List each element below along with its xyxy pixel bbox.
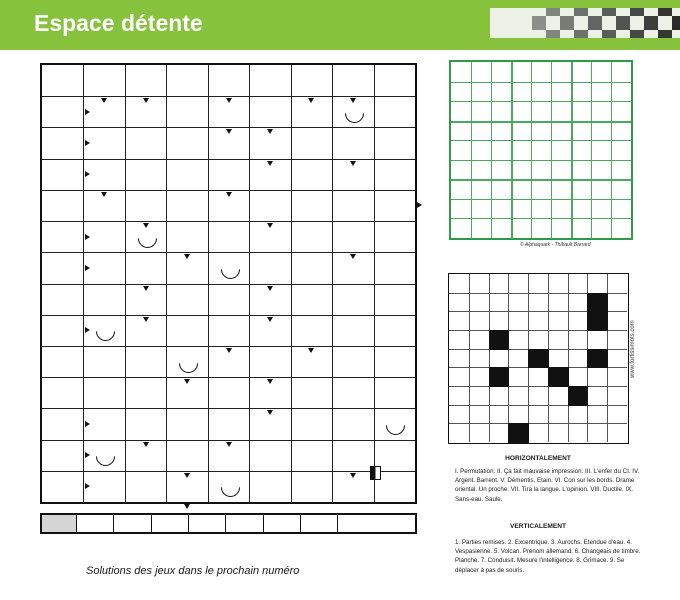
grid-line-h — [42, 159, 415, 160]
checker-square — [616, 16, 630, 30]
arrow-marker — [226, 129, 232, 134]
arrow-marker — [184, 379, 190, 384]
arrow-clue — [293, 161, 330, 189]
solution-circle — [217, 474, 244, 501]
solutions-caption: Solutions des jeux dans le prochain numéro — [86, 565, 300, 577]
solution-strip-cell — [188, 515, 225, 532]
checker-square — [658, 30, 672, 38]
arrow-clue — [85, 286, 122, 314]
sudoku-line-v — [471, 62, 472, 238]
crossword-line-h — [449, 386, 627, 387]
checker-square — [672, 16, 680, 30]
crossword-black-cell — [587, 349, 608, 369]
arrow-clue — [293, 379, 330, 407]
crossword-black-cell — [489, 367, 510, 387]
arrow-marker-right — [85, 234, 90, 240]
arrow-clue — [168, 192, 205, 220]
sudoku-line-h — [451, 140, 631, 141]
arrow-clue — [293, 67, 330, 95]
sudoku-credit: © Alphaquark - Thibault Barrard — [520, 242, 591, 248]
sudoku-line-v — [491, 62, 492, 238]
arrow-clue — [44, 348, 81, 376]
sudoku-line-h — [451, 82, 631, 83]
arrow-clue — [44, 67, 81, 95]
sudoku-line-h — [451, 101, 631, 102]
arrow-marker-right — [85, 109, 90, 115]
arrow-marker — [226, 192, 232, 197]
arrow-marker — [226, 442, 232, 447]
sudoku-line-v — [511, 62, 513, 238]
arrow-clue — [44, 223, 81, 251]
horizontal-definitions: I. Permutation. II. Ça fait mauvaise impression. III. L'enfer du CI. IV. Argent. Barrent. V. Démentis. Etain. VI. Con sur les bords. Drame oriental. Un proche. VII. Tira la langue. L'opinion. VIII. Ductile. IX. Sans-eau. Saule. — [455, 468, 640, 503]
arrow-clue — [127, 67, 164, 95]
arrow-clue — [376, 98, 413, 126]
solution-strip — [40, 513, 417, 534]
grid-line-h — [42, 408, 415, 409]
arrow-clue — [44, 317, 81, 345]
arrow-marker — [350, 161, 356, 166]
sudoku-line-v — [571, 62, 573, 238]
solution-strip-blank — [42, 515, 76, 532]
arrow-marker — [267, 410, 273, 415]
crossword-line-v — [469, 274, 470, 442]
arrow-clue — [210, 410, 247, 438]
checker-square — [560, 16, 574, 30]
arrow-marker — [226, 98, 232, 103]
solution-strip-cell — [225, 515, 262, 532]
crossword-grid — [448, 273, 629, 444]
arrow-clue — [85, 67, 122, 95]
checker-square — [574, 30, 588, 38]
checker-square — [588, 16, 602, 30]
arrow-clue — [44, 473, 81, 501]
vertical-title: VERTICALEMENT — [509, 523, 567, 530]
checker-square — [658, 8, 672, 16]
arrow-marker-right — [85, 265, 90, 271]
solution-strip-cell — [151, 515, 188, 532]
sudoku-line-v — [591, 62, 592, 238]
checker-square — [602, 8, 616, 16]
checker-square — [546, 30, 560, 38]
checker-square — [602, 30, 616, 38]
crossword-black-cell — [587, 311, 608, 331]
arrow-clue — [44, 442, 81, 470]
crossword-black-cell — [548, 367, 569, 387]
arrow-clue — [210, 67, 247, 95]
arrow-clue — [44, 379, 81, 407]
checker-square — [630, 30, 644, 38]
sudoku-line-h — [451, 199, 631, 200]
arrow-clue — [44, 129, 81, 157]
solution-circle — [175, 350, 202, 377]
arrow-clue — [251, 67, 288, 95]
page-title: Espace détente — [34, 10, 203, 36]
grid-line-h — [42, 284, 415, 285]
arrow-clue — [376, 379, 413, 407]
grid-line-h — [42, 190, 415, 191]
header-banner — [0, 0, 680, 50]
arrow-marker-right — [85, 140, 90, 146]
sudoku-line-h — [451, 179, 631, 181]
sudoku-line-v — [611, 62, 612, 238]
horizontal-title: HORIZONTALEMENT — [505, 455, 571, 462]
arrow-clue — [293, 223, 330, 251]
grid-line-h — [42, 96, 415, 97]
arrow-marker-right — [85, 171, 90, 177]
sudoku-line-h — [451, 218, 631, 219]
arrow-marker-right — [85, 327, 90, 333]
arrow-clue — [44, 192, 81, 220]
grid-line-h — [42, 252, 415, 253]
arrow-clue — [293, 473, 330, 501]
grid-line-h — [42, 377, 415, 378]
arrow-clue — [376, 286, 413, 314]
solution-circle — [134, 225, 161, 252]
solution-circle — [382, 412, 409, 439]
arrow-clue — [334, 67, 371, 95]
arrow-marker — [101, 98, 107, 103]
arrow-marker — [143, 223, 149, 228]
arrow-marker — [267, 223, 273, 228]
arrow-marker — [267, 129, 273, 134]
arrow-clue — [44, 98, 81, 126]
arrow-clue — [251, 254, 288, 282]
crossword-line-v — [489, 274, 490, 442]
arrow-clue — [127, 348, 164, 376]
arrow-marker — [101, 192, 107, 197]
grid-line-h — [42, 440, 415, 441]
arrow-marker-right — [85, 483, 90, 489]
sudoku-line-v — [551, 62, 552, 238]
publisher-logo — [370, 466, 381, 480]
checker-square — [630, 8, 644, 16]
vertical-definitions: 1. Parties remises. 2. Excentrique. 3. Aurochs. Etendue d'eau. 4. Vespasienne. 5. Volcan. Prénom allemand. 6. Changeais de timbre. Planche. 7. Conduisit. Mesure l'intelligence. 8. Grimace. 9. Se déplacer à pas de souris. — [455, 539, 641, 574]
arrow-marker — [226, 348, 232, 353]
arrow-marker — [184, 504, 190, 509]
arrow-marker — [350, 98, 356, 103]
solution-strip-cell — [337, 515, 374, 532]
crossword-black-cell — [568, 386, 589, 406]
sudoku-line-v — [531, 62, 532, 238]
arrow-marker — [267, 161, 273, 166]
checker-square — [574, 8, 588, 16]
solution-circle — [217, 256, 244, 283]
checkerboard-photo — [490, 8, 680, 38]
arrow-marker — [350, 254, 356, 259]
grid-line-h — [42, 471, 415, 472]
arrow-clue — [376, 67, 413, 95]
arrow-marker-right — [417, 202, 422, 208]
grid-line-h — [42, 221, 415, 222]
arrow-clue — [44, 286, 81, 314]
arrow-clue — [293, 317, 330, 345]
grid-line-h — [42, 127, 415, 128]
arrow-clue — [334, 286, 371, 314]
crossword-line-v — [568, 274, 569, 442]
arrow-marker — [350, 473, 356, 478]
arrow-clue — [168, 286, 205, 314]
arrow-clue — [376, 192, 413, 220]
arrow-marker — [184, 254, 190, 259]
crossword-line-v — [508, 274, 509, 442]
arrow-word-puzzle — [40, 63, 417, 504]
arrow-marker — [267, 317, 273, 322]
sudoku-line-h — [451, 121, 631, 123]
crossword-black-cell — [489, 330, 510, 350]
crossword-line-h — [449, 423, 627, 424]
crossword-black-cell — [528, 349, 549, 369]
crossword-black-cell — [508, 423, 529, 443]
solution-circle — [341, 100, 368, 127]
arrow-marker — [143, 98, 149, 103]
arrow-marker — [267, 379, 273, 384]
arrow-marker — [143, 317, 149, 322]
solution-circle — [92, 318, 119, 345]
grid-line-h — [42, 346, 415, 347]
arrow-marker-right — [85, 421, 90, 427]
solution-strip-cell — [263, 515, 300, 532]
sudoku-grid — [449, 60, 633, 240]
solution-strip-cell — [300, 515, 337, 532]
arrow-marker — [143, 442, 149, 447]
sudoku-line-h — [451, 160, 631, 161]
arrow-marker — [267, 286, 273, 291]
checker-square — [546, 8, 560, 16]
grid-line-h — [42, 315, 415, 316]
solution-strip-cell — [113, 515, 150, 532]
arrow-marker — [143, 286, 149, 291]
checker-square — [532, 16, 546, 30]
checker-square — [644, 16, 658, 30]
arrow-clue — [251, 98, 288, 126]
crossword-black-cell — [587, 293, 608, 313]
arrow-marker — [184, 473, 190, 478]
arrow-clue — [293, 410, 330, 438]
crossword-site-text: www.fortissimots.com — [630, 320, 636, 378]
arrow-marker — [308, 98, 314, 103]
arrow-marker — [308, 348, 314, 353]
solution-strip-cell — [76, 515, 113, 532]
arrow-marker-right — [85, 452, 90, 458]
crossword-line-h — [449, 405, 627, 406]
